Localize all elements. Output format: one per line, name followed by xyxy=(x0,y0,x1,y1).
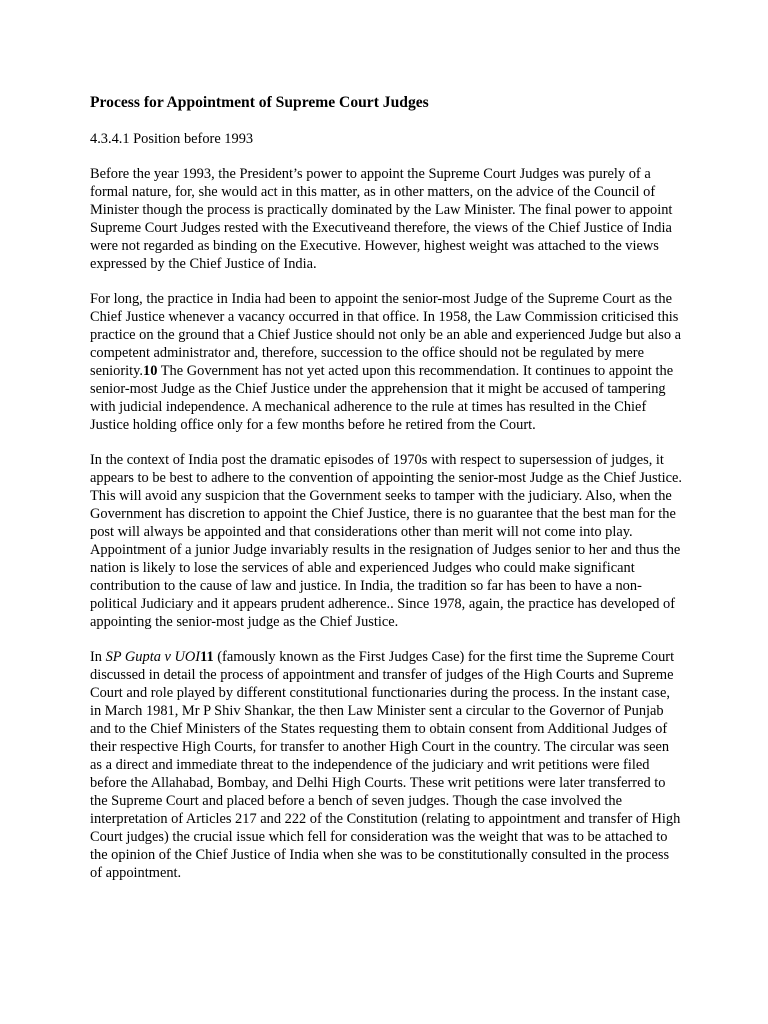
footnote-reference: 10 xyxy=(143,363,158,379)
paragraph-position-before-1993: Before the year 1993, the President’s power to appoint the Supreme Court Judges was purely of a formal nature, for, she would act in this matter, as in other matters, on the advice of the Council of Minister though the process is practically dominated by the Law Minister. The final power to appoint Supreme Court Judges rested with the Executiveand therefore, the views of the Chief Justice of India were not regarded as binding on the Executive. However, highest weight was attached to the views expressed by the Chief Justice of India. xyxy=(90,166,673,272)
paragraph-text: In xyxy=(90,649,106,665)
document-title: Process for Appointment of Supreme Court Judges xyxy=(90,94,429,111)
paragraph-text: The Government has not yet acted upon this recommendation. It continues to appoint the senior-most Judge as the Chief Justice under the apprehension that it might be accused of tampering with judicial independence. A mechanical adherence to the rule at times has resulted in the Chief Justice holding office only for a few months before he retired from the Court. xyxy=(90,363,674,433)
case-name: SP Gupta v UOI xyxy=(105,649,201,665)
paragraph-seniority-practice xyxy=(90,290,682,434)
paragraph-first-judges-case xyxy=(90,648,682,882)
paragraph-supersession-context: In the context of India post the dramatic episodes of 1970s with respect to supersession of judges, it appears to be best to adhere to the convention of appointing the senior-most Judge as the Chief Justice. This will avoid any suspicion that the Government seeks to tamper with the judiciary. Also, when the Government has discretion to appoint the Chief Justice, there is no guarantee that the best man for the post will always be appointed and that considerations other than merit will not come into play. Appointment of a junior Judge invariably results in the resignation of Judges senior to her and thus the nation is likely to lose the services of able and experienced Judges who could make significant contribution to the cause of law and justice. In India, the tradition so far has been to have a non-political Judiciary and it appears prudent adherence.. Since 1978, again, the practice has developed of appointing the senior-most judge as the Chief Justice. xyxy=(90,452,682,630)
paragraph-text: (famously known as the First Judges Case) for the first time the Supreme Court discussed in detail the process of appointment and transfer of judges of the High Courts and Supreme Court and role played by different constitutional functionaries during the process. In the instant case, in March 1981, Mr P Shiv Shankar, the then Law Minister sent a circular to the Governor of Punjab and to the Chief Ministers of the States requesting them to obtain consent from Additional Judges of their respective High Courts, for transfer to another High Court in the country. The circular was seen as a direct and immediate threat to the independence of the judiciary and writ petitions were filed before the Allahabad, Bombay, and Delhi High Courts. These writ petitions were later transferred to the Supreme Court and placed before a bench of seven judges. Though the case involved the interpretation of Articles 217 and 222 of the Constitution (relating to appointment and transfer of High Court judges) the crucial issue which fell for consideration was the weight that was to be attached to the opinion of the Chief Justice of India when she was to be constitutionally consulted in the process of appointment. xyxy=(90,649,681,881)
paragraph-text: For long, the practice in India had been to appoint the senior-most Judge of the Supreme Court as the Chief Justice whenever a vacancy occurred in that office. In 1958, the Law Commission criticised this practice on the ground that a Chief Justice should not only be an able and experienced Judge but also a competent administrator and, therefore, succession to the office should not be regulated by mere seniority. xyxy=(90,291,682,379)
section-heading: 4.3.4.1 Position before 1993 xyxy=(90,131,254,147)
footnote-reference: 11 xyxy=(200,649,214,665)
document-page xyxy=(90,92,682,882)
